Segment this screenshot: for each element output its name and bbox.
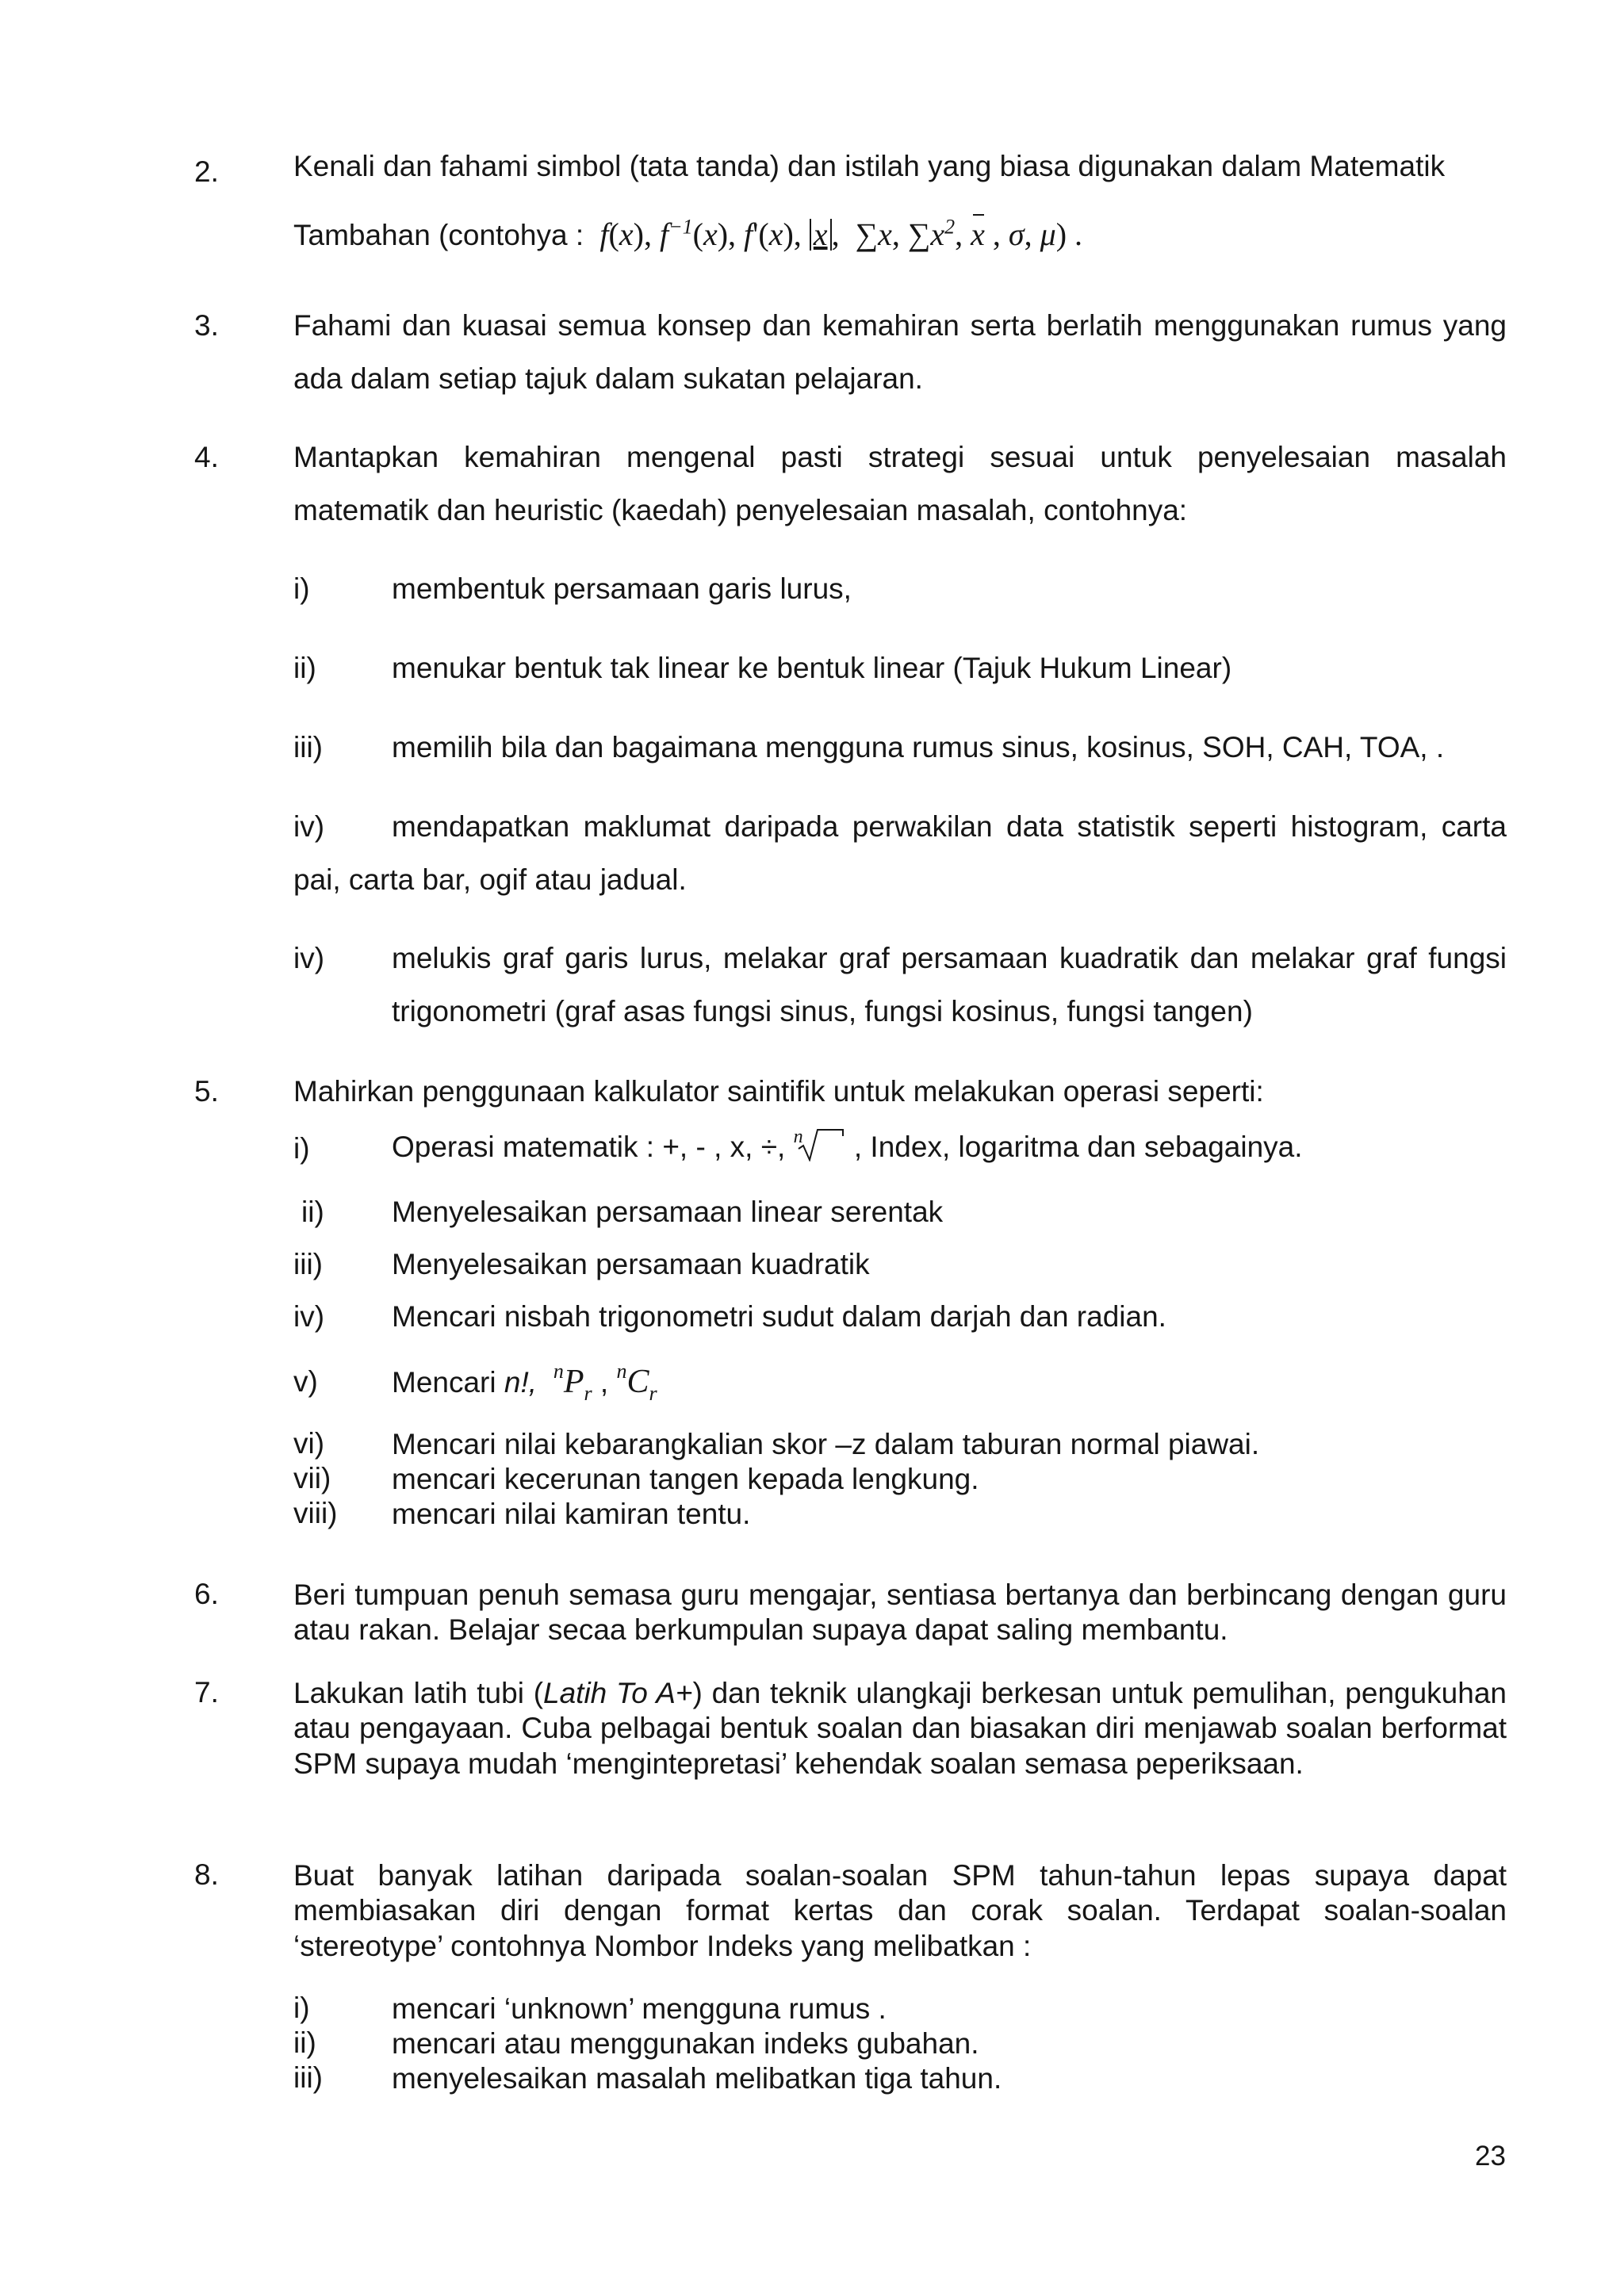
sub-label: iv) bbox=[293, 942, 325, 974]
item-2-line1: Kenali dan fahami simbol (tata tanda) dan istilah yang biasa digunakan dalam Matematik bbox=[293, 150, 1446, 182]
operations-text: Operasi matematik : +, - , x, ÷, bbox=[392, 1131, 786, 1163]
item-number: 8. bbox=[194, 1858, 219, 1891]
mencari-text: Mencari bbox=[392, 1366, 496, 1399]
item-number: 5. bbox=[194, 1075, 219, 1108]
item-text: Fahami dan kuasai semua konsep dan kemahiran serta berlatih menggunakan rumus yang ada dalam setiap tajuk dalam sukatan pelajaran. bbox=[293, 309, 1507, 395]
item-2-line2 bbox=[293, 212, 1507, 257]
sub-text: menukar bentuk tak linear ke bentuk linear (Tajuk Hukum Linear) bbox=[392, 652, 1232, 684]
sub-label: iii) bbox=[293, 731, 323, 763]
permutation-notation: $^nP_r$ bbox=[553, 1360, 592, 1405]
sub-label: iv) bbox=[293, 1300, 325, 1333]
sub-text: Menyelesaikan persamaan linear serentak bbox=[392, 1196, 944, 1228]
combination-notation: $^nC_r$ bbox=[616, 1360, 657, 1405]
sub-text: Mencari nisbah trigonometri sudut dalam darjah dan radian. bbox=[392, 1300, 1166, 1333]
sub-label: vi) bbox=[293, 1427, 325, 1460]
item-number: 4. bbox=[194, 441, 219, 473]
sub-label: i) bbox=[293, 1132, 310, 1165]
sub-label: iv) bbox=[293, 810, 325, 843]
sub-item-iv-a bbox=[293, 801, 1507, 906]
sub-text: mencari nilai kamiran tentu. bbox=[392, 1498, 751, 1530]
sub-text: Menyelesaikan persamaan kuadratik bbox=[392, 1248, 870, 1280]
sub-label: i) bbox=[293, 572, 310, 605]
sub-text: mendapatkan maklumat daripada perwakilan data statistik seperti histogram, carta pai, carta bar, ogif atau jadual. bbox=[293, 810, 1507, 896]
sub-text: mencari atau menggunakan indeks gubahan. bbox=[392, 2027, 979, 2060]
operations-text-end: , Index, logaritma dan sebagainya. bbox=[853, 1131, 1303, 1163]
item-text: Mahirkan penggunaan kalkulator saintifik untuk melakukan operasi seperti: bbox=[293, 1075, 1264, 1108]
sub-text: membentuk persamaan garis lurus, bbox=[392, 572, 852, 605]
latih-to-a-plus: Latih To A+ bbox=[543, 1677, 693, 1709]
item-number: 6. bbox=[194, 1578, 219, 1610]
sub-text: mencari kecerunan tangen kepada lengkung. bbox=[392, 1463, 979, 1495]
sub-text bbox=[392, 1121, 1507, 1174]
item-number: 2. bbox=[194, 155, 219, 188]
page-number: 23 bbox=[1475, 2141, 1506, 2172]
item-number: 3. bbox=[194, 309, 219, 342]
sub-text: Mencari n!, $^nP_r$ , $^nC_r$ bbox=[392, 1360, 657, 1405]
item-text: Mantapkan kemahiran mengenal pasti strategi sesuai untuk penyelesaian masalah matematik dan heuristic (kaedah) penyelesaian masalah, contohnya: bbox=[293, 441, 1507, 526]
sub-label: v) bbox=[293, 1365, 318, 1398]
sub-label: ii) bbox=[301, 1196, 324, 1228]
sub-text: menyelesaikan masalah melibatkan tiga tahun. bbox=[392, 2062, 1002, 2095]
item-number: 7. bbox=[194, 1676, 219, 1709]
sub-label: viii) bbox=[293, 1497, 338, 1529]
sub-text: melukis graf garis lurus, melakar graf persamaan kuadratik dan melakar graf fungsi trigonometri (graf asas fungsi sinus, fungsi kosinus, fungsi tangen) bbox=[392, 942, 1507, 1027]
sub-label: ii) bbox=[293, 652, 316, 684]
sub-label: i) bbox=[293, 1992, 310, 2024]
item-2-prefix: Tambahan (contohya : bbox=[293, 219, 584, 251]
sub-label: iii) bbox=[293, 1248, 323, 1280]
sub-text: memilih bila dan bagaimana mengguna rumus sinus, kosinus, SOH, CAH, TOA, . bbox=[392, 731, 1445, 763]
sub-text: mencari ‘unknown’ mengguna rumus . bbox=[392, 1992, 887, 2025]
factorial-text: n!, bbox=[504, 1366, 538, 1399]
nth-root-icon: n bbox=[794, 1127, 846, 1161]
item-text: Buat banyak latihan daripada soalan-soalan SPM tahun-tahun lepas supaya dapat membiasakan diri dengan format kertas dan corak soalan. Terdapat soalan-soalan ‘stereotype’ contohnya Nombor Indeks yang melibatkan : bbox=[293, 1859, 1507, 1962]
sub-text: Mencari nilai kebarangkalian skor –z dalam taburan normal piawai. bbox=[392, 1428, 1260, 1460]
sub-label: iii) bbox=[293, 2061, 323, 2094]
notation-examples: f(x), $f^{-1}(x)$, f'(x), x , ∑x, $\sum x^2$, x , σ, μ) . bbox=[592, 216, 1082, 252]
item-text: Beri tumpuan penuh semasa guru mengajar, sentiasa bertanya dan berbincang dengan guru atau rakan. Belajar secaa berkumpulan supaya dapat saling membantu. bbox=[293, 1578, 1507, 1647]
item-text: Lakukan latih tubi (Latih To A+) dan teknik ulangkaji berkesan untuk pemulihan, pengukuhan atau pengayaan. Cuba pelbagai bentuk soalan dan biasakan diri menjawab soalan berformat SPM supaya mudah ‘mengintepretasi’ kehendak soalan semasa peperiksaan. bbox=[293, 1677, 1507, 1780]
sub-label: ii) bbox=[293, 2026, 316, 2059]
sub-label: vii) bbox=[293, 1462, 331, 1494]
